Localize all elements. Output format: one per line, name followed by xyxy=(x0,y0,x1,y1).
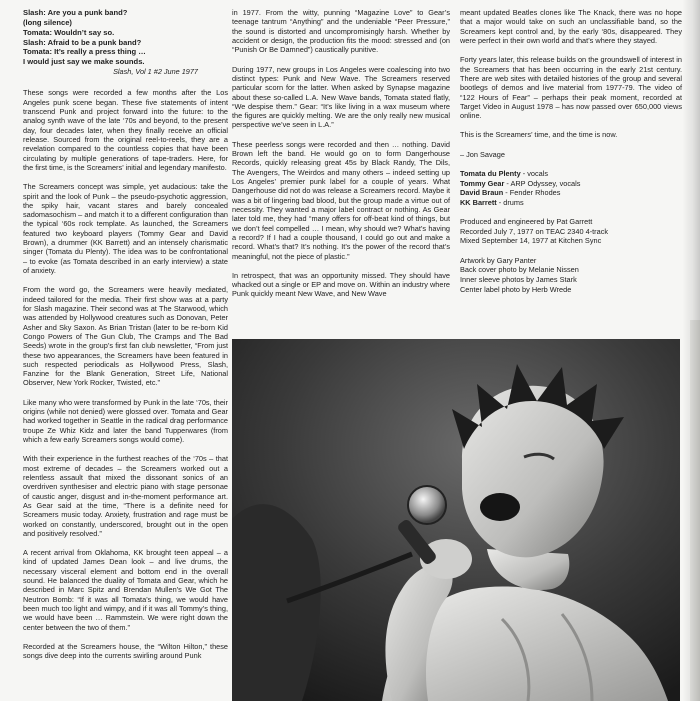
paragraph: A recent arrival from Oklahoma, KK brought teen appeal – a kind of updated James Dean look – and live drums, the necessary visceral element and bottom end in the overall sound. He balanced the duality of Tomata and Gear, which he described in Marc Spitz and Brendan Mullen’s We Got The Neutron Bomb: “If it was all Tomata’s thing, we would have been much too light and wimpy, and if it was all Tommy’s thing, we would have been … Rammstein. We were right down the center between the two of them.” xyxy=(23,548,228,632)
member-name: Tomata du Plenty xyxy=(460,169,521,179)
paragraph: During 1977, new groups in Los Angeles were coalescing into two distinct types: Punk and New Wave. The Screamers reserved particular scorn for the latter. When asked by Synapse magazine about these so-called L.A. New Wave bands, Tomata stated flatly, “We despise them.” Gear: “It’s like living in a wax museum where the figures are quickly melting. We are the only really new musical perspective we’ve seen in L.A.” xyxy=(232,64,450,130)
credit-line: Produced and engineered by Pat Garrett xyxy=(460,217,593,227)
singer-photo xyxy=(232,339,680,701)
paragraph: These peerless songs were recorded and then … nothing. David Brown left the band. He would go on to form Dangerhouse Records, quickly releasing great 45s by Black Randy, The Dils, The Avengers, The Weirdos and many others – indeed setting up Los Angeles’ premier punk label for a couple of years. What Dangerhouse did not do was release a Screamers record. Maybe it was a bit of lingering bad blood, but the group made a virtue out of necessity. They wanted a major label contract or nothing. As Gear later told me, they had “many offers for off-beat kind of things, but we don’t feel compelled … I mean, why should we? What’s having a record? If I had a couple thousand, I could go out and make a record. What’s that? It’s nothing. It’s the power of the record that’s meaningful, not the piece of plastic.” xyxy=(232,139,450,261)
quote-line: Slash: Are you a punk band? xyxy=(23,8,128,17)
member-role: - Fender Rhodes xyxy=(503,188,561,198)
column-2 xyxy=(232,8,450,309)
singer-photo-illustration xyxy=(232,339,680,701)
quote-line: (long silence) xyxy=(23,17,72,27)
member-role: - ARP Odyssey, vocals xyxy=(504,178,581,188)
quote-line: Tomata: It’s really a press thing … xyxy=(23,47,146,57)
paragraph: The Screamers concept was simple, yet audacious: take the spirit and the look of Punk – the pseudo-psychotic aggression, the spiky hair, vacant stares and barely concealed sadomasochism – and match it to a different configuration than the typical ‘60s rock template. As launched, the Screamers featured two keyboard players (Tommy Gear and David Brown), a drummer (KK Barrett) and an intensely charismatic singer (Tomata du Plenty). The idea was to be confrontational – to evoke (as Tomata described in an early interview) a state of anxiety. xyxy=(23,182,228,276)
quote-source: Slash, Vol 1 #2 June 1977 xyxy=(113,67,198,77)
member-name: KK Barrett xyxy=(460,197,497,207)
page-edge xyxy=(690,320,700,701)
paragraph: in 1977. From the witty, punning “Magazine Love” to Gear’s teenage tantrum “Anything” and the undeniable “Peer Pressure,” the sound is distorted and uncompromisingly harsh. Whether by accident or design, the production fits the mood: stressed and (on “Punish Or Be Damned”) caustically punitive. xyxy=(232,8,450,55)
member-role: - vocals xyxy=(520,169,549,179)
opening-quote xyxy=(23,8,228,76)
column-3 xyxy=(460,8,682,304)
quote-line: Slash: Afraid to be a punk band? xyxy=(23,37,142,47)
column-1 xyxy=(23,8,228,671)
member-line xyxy=(460,179,682,189)
quote-line: I would just say we make sounds. xyxy=(23,57,145,67)
quote-line: Tomata: Wouldn’t say so. xyxy=(23,27,115,37)
paragraph: In retrospect, that was an opportunity missed. They should have whacked out a single or EP and move on. Within an industry where Punk quickly meant New Wave, and New Wave xyxy=(232,270,450,299)
member-role: - drums xyxy=(496,197,524,207)
paragraph: meant updated Beatles clones like The Knack, there was no hope that a major would take on such an unclassifiable band, so the Screamers kept control and, by the early ‘80s, disappeared. They were perfect in their own world and that’s where they stayed. xyxy=(460,8,682,45)
singer-mouth xyxy=(480,493,520,521)
microphone-head xyxy=(408,486,446,524)
member-line xyxy=(460,198,682,208)
paragraph: Forty years later, this release builds on the groundswell of interest in the Screamers that has been occurring in the early 21st century. There are web sites with detailed histories of the group and several bootlegs of demos and live material from 1977-79. The video of “122 Hours of Fear” – perhaps their peak moment, recorded at Target Video in August 1978 – has now passed over 650,000 views online. xyxy=(460,55,682,121)
artwork-credits xyxy=(460,256,682,294)
credit-line: Artwork by Gary Panter xyxy=(460,255,537,265)
member-name: David Braun xyxy=(460,188,504,198)
paragraph: Recorded at the Screamers house, the “Wilton Hilton,” these songs dive deep into the currents swirling around Punk xyxy=(23,641,228,661)
member-name: Tommy Gear xyxy=(460,178,505,188)
credit-line: Center label photo by Herb Wrede xyxy=(460,284,572,294)
credit-line: Mixed September 14, 1977 at Kitchen Sync xyxy=(460,236,602,246)
paragraph: These songs were recorded a few months after the Los Angeles punk scene began. These five statements of intent transcend Punk and project forward into the future: to the analog synth wave of the late ‘70s and beyond, to the present day, four decades later, when they finally receive an official release. Sourced from the original reel-to-reels, they are a revelation compared to the countless copies that have been circulating by multiple generations of tape-traders. Here, for the first time, is the Screamers’ initial and legendary manifesto. xyxy=(23,88,228,172)
credit-line: Back cover photo by Melanie Nissen xyxy=(460,265,579,275)
paragraph: With their experience in the furthest reaches of the ‘70s – that most extreme of decades – the Screamers worked out a relentless assault that mixed the dissonant sonics of an overdriven synthesiser and electric piano with stage personae of caustic anger, disgust and in-the-moment performance art. As Gear said at the time, “There is a definite need for Screamers music today. Anxiety, frustration and rage must be worked on constantly, underscored, brought out in the open and positively resolved.” xyxy=(23,454,228,538)
band-members xyxy=(460,169,682,207)
credit-line: Inner sleeve photos by James Stark xyxy=(460,274,577,284)
paragraph: From the word go, the Screamers were heavily mediated, indeed tailored for the media. Their first show was at a party for Slash magazine. Their second was at The Starwood, which was attended by Hollywood creatures such as Donovan, Peter Asher and Sky Saxon. As Brian Tristan (later to be re-born Kid Congo Powers of The Gun Club, The Cramps and The Bad Seeds) wrote in the group’s first fan club newsletter, “From just these two appearances, the Screamers have been featured in such respected periodicals as Hollywood Press, Slash, Fanzine for the Blank Generation, Street Life, National Observer, New York Rocker, Twisted, etc.” xyxy=(23,285,228,388)
member-line xyxy=(460,188,682,198)
paragraph: This is the Screamers’ time, and the time is now. xyxy=(460,130,618,140)
credit-line: Recorded July 7, 1977 on TEAC 2340 4-track xyxy=(460,226,609,236)
paragraph: Like many who were transformed by Punk in the late ‘70s, their origins (while not denied) were glossed over. Tomata and Gear had worked together in Seattle in the radical drag performance troupe Ze Whiz Kidz and later the band Tupperwares (from which a few early Screamers songs would come). xyxy=(23,397,228,445)
crowd-shadow xyxy=(232,504,321,701)
member-line xyxy=(460,169,682,179)
author-signature: – Jon Savage xyxy=(460,149,505,159)
production-credits xyxy=(460,217,682,246)
